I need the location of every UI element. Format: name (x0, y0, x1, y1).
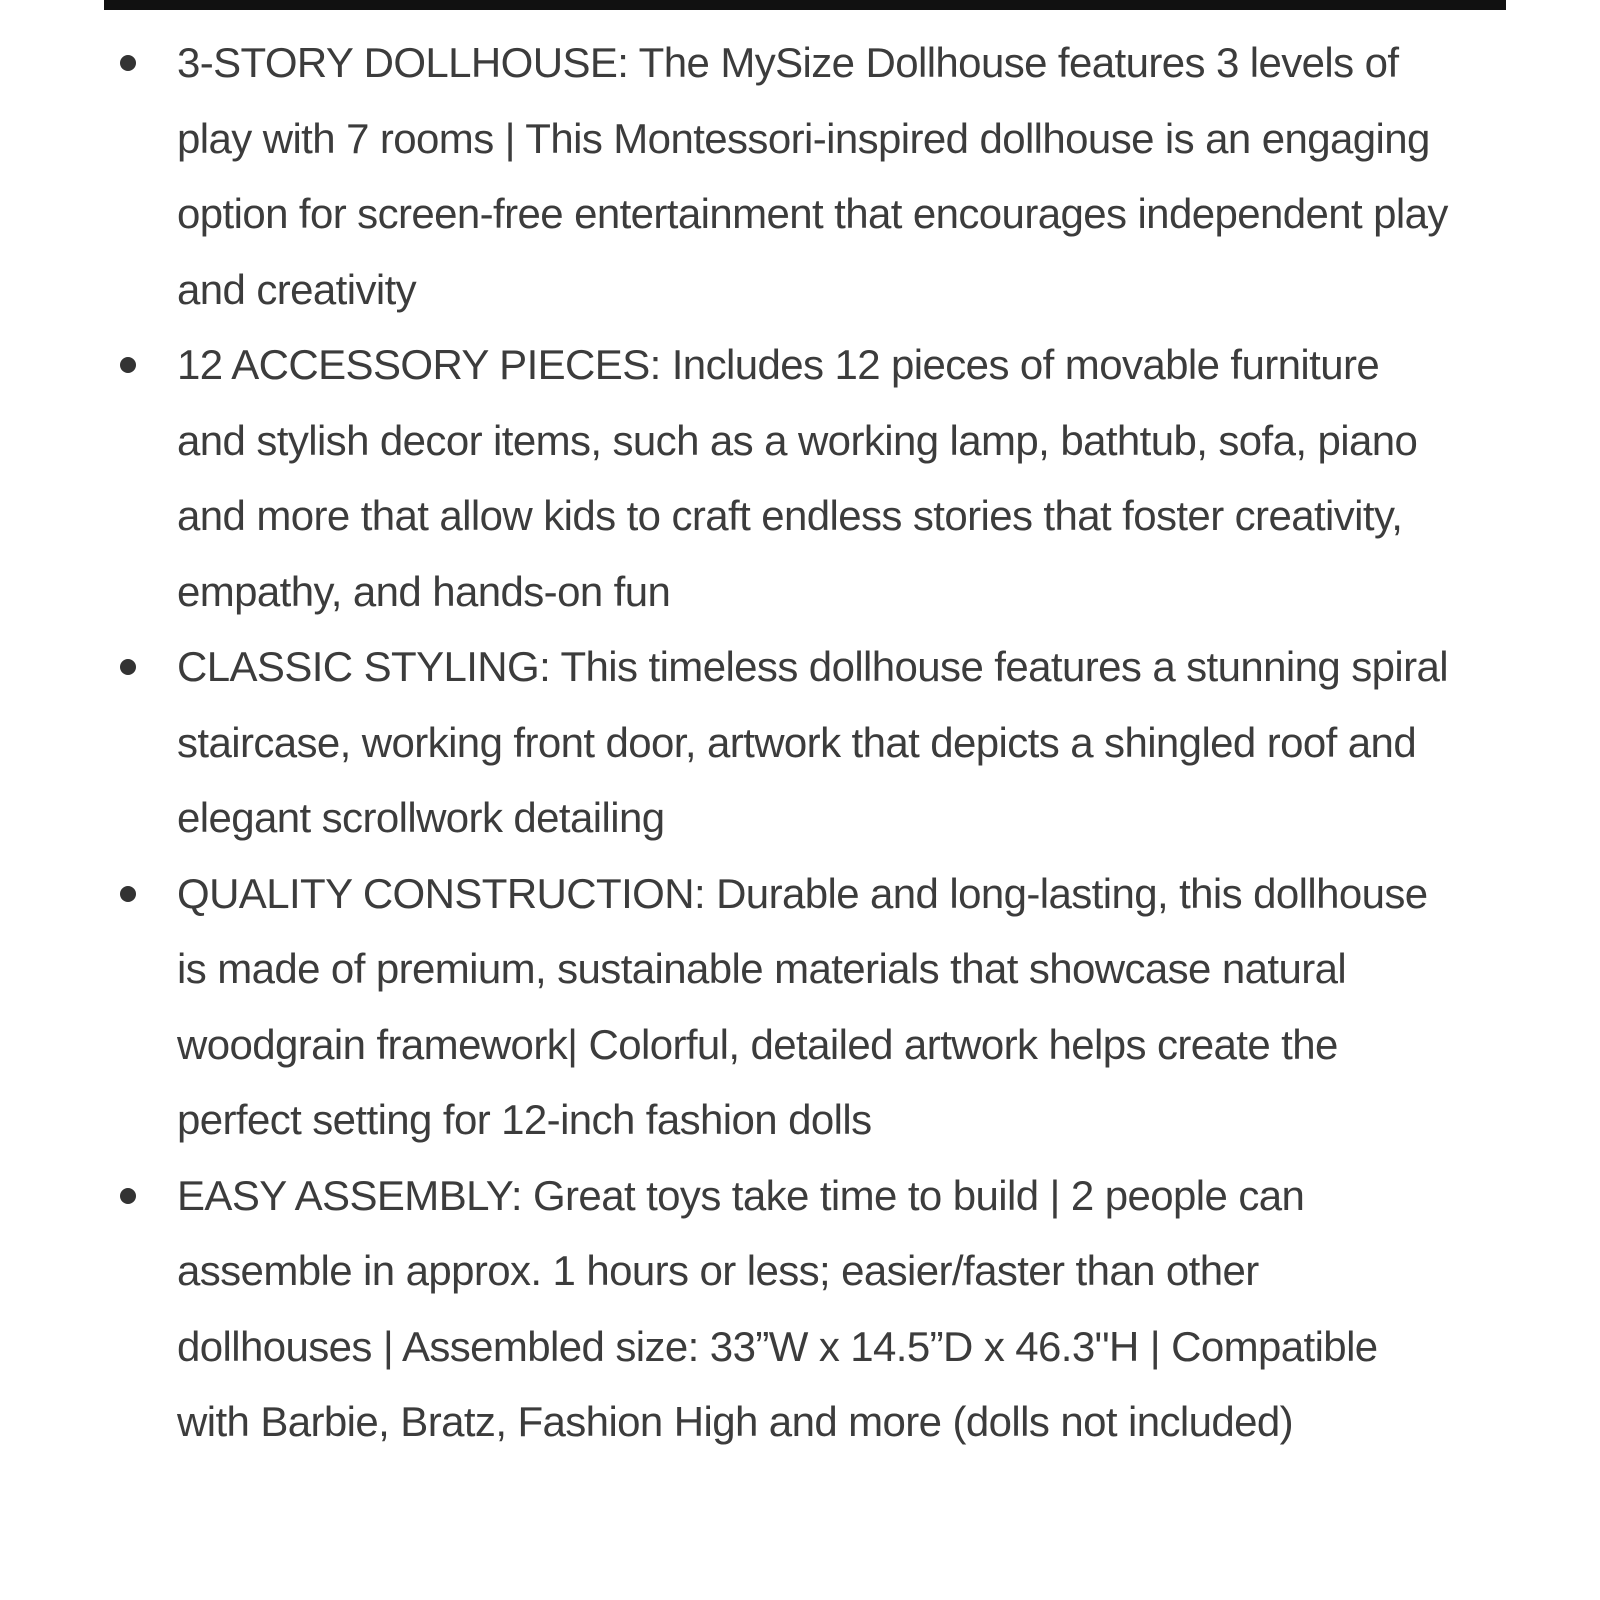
list-item (0, 856, 1600, 1158)
feature-text: EASY ASSEMBLY: Great toys take time to build | 2 people can assemble in approx. 1 hours or less; easier/faster than other dollhouses | Assembled size: 33”W x 14.5”D x 46.3"H | Compatible with Barbie, Bratz, Fashion High and more (dolls not included) (177, 1171, 1378, 1445)
feature-text: CLASSIC STYLING: This timeless dollhouse features a stunning spiral staircase, working front door, artwork that depicts a shingled roof and elegant scrollwork detailing (177, 643, 1448, 841)
feature-text: 3-STORY DOLLHOUSE: The MySize Dollhouse features 3 levels of play with 7 rooms | This Montessori-inspired dollhouse is an engaging option for screen-free entertainment that encourages independent play and creativity (177, 39, 1448, 313)
top-divider-bar (104, 0, 1506, 10)
list-item (0, 25, 1600, 327)
feature-text: 12 ACCESSORY PIECES: Includes 12 pieces of movable furniture and stylish decor items, such as a working lamp, bathtub, sofa, piano and more that allow kids to craft endless stories that foster creativity, empathy, and hands-on fun (177, 341, 1418, 615)
feature-bullet-list (0, 25, 1600, 1460)
feature-text: QUALITY CONSTRUCTION: Durable and long-lasting, this dollhouse is made of premium, sustainable materials that showcase natural woodgrain framework| Colorful, detailed artwork helps create the perfect setting for 12-inch fashion dolls (177, 869, 1428, 1143)
bullet-icon (120, 55, 136, 71)
list-item (0, 629, 1600, 856)
bullet-icon (120, 1188, 136, 1204)
bullet-icon (120, 659, 136, 675)
bullet-icon (120, 886, 136, 902)
list-item (0, 327, 1600, 629)
list-item (0, 1158, 1600, 1460)
bullet-icon (120, 357, 136, 373)
